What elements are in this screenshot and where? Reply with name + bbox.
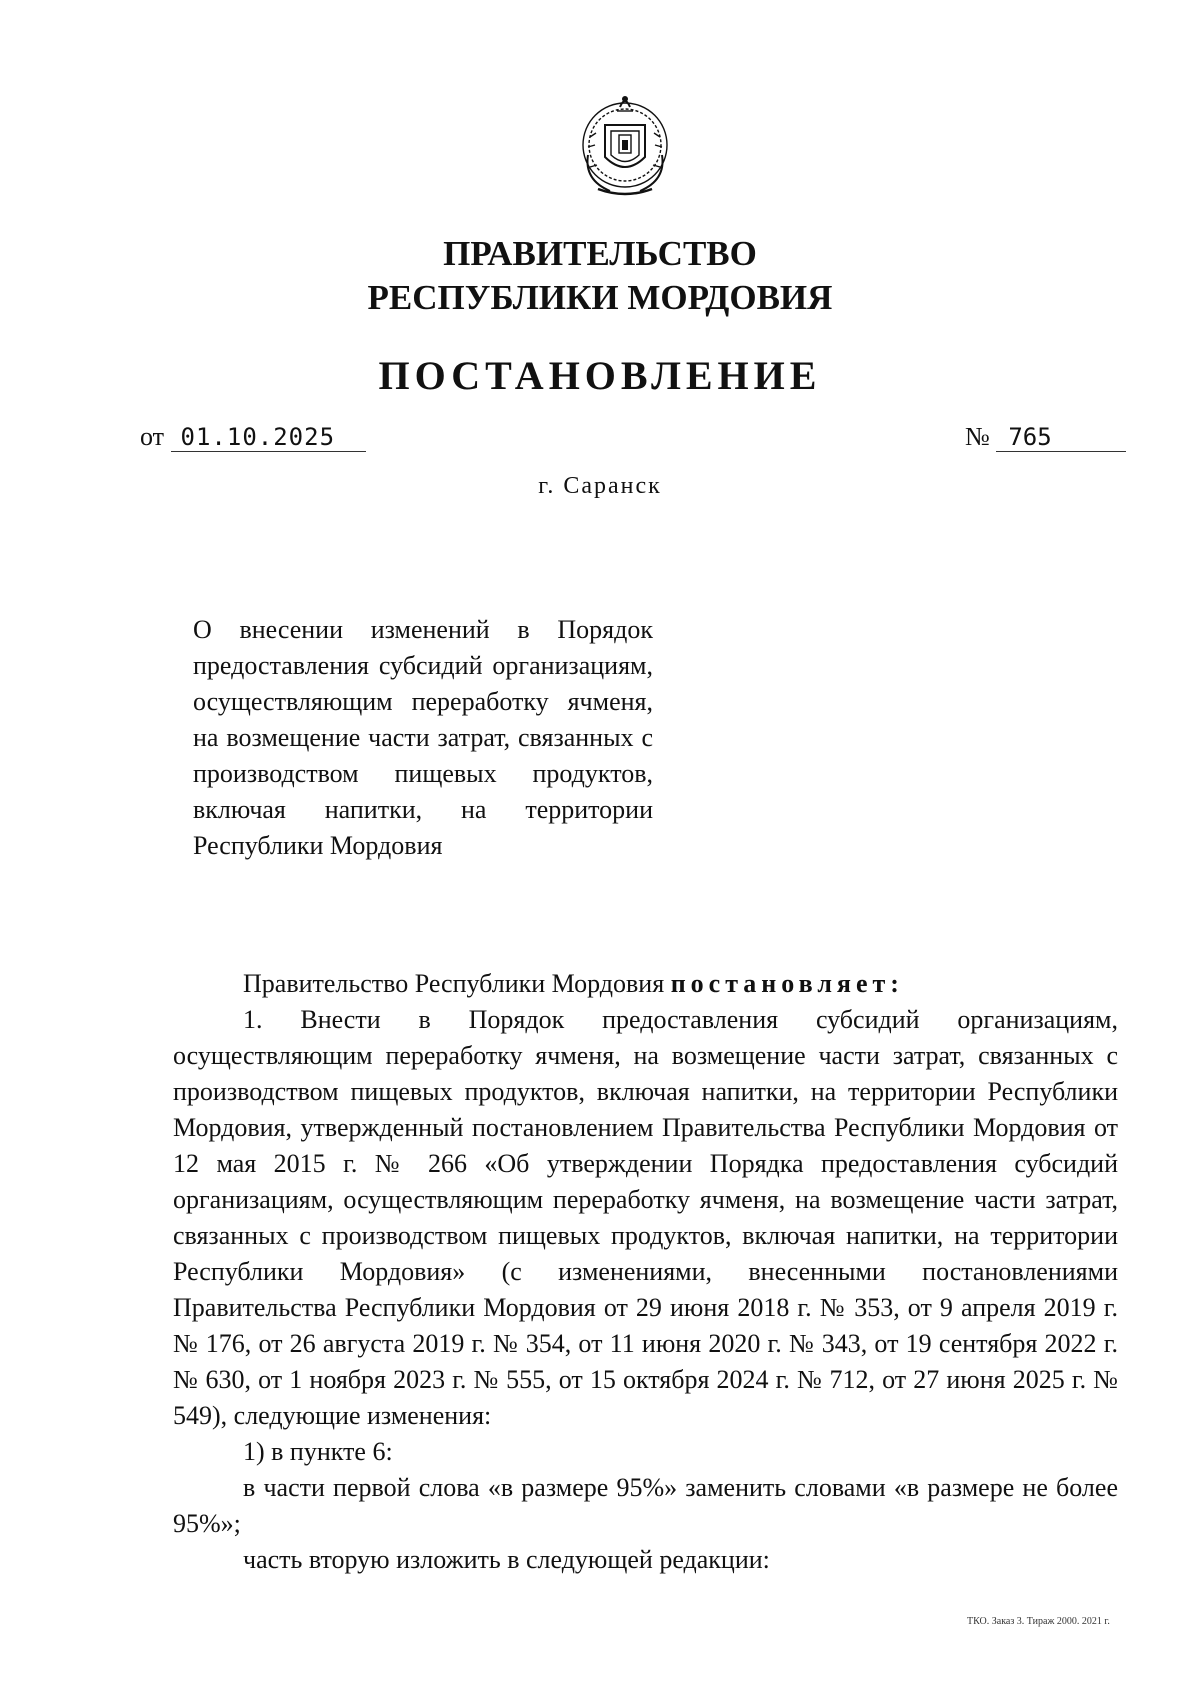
title-line-2: РЕСПУБЛИКИ МОРДОВИЯ	[367, 278, 833, 317]
paragraph-3: в части первой слова «в размере 95%» заменить словами «в размере не более 95%»;	[173, 1473, 1118, 1538]
date-field	[140, 422, 366, 452]
intro-emphasis: постановляет:	[670, 969, 904, 998]
title-line-1: ПРАВИТЕЛЬСТВО	[443, 234, 757, 273]
government-title	[300, 232, 900, 320]
document-date: 01.10.2025	[171, 423, 366, 452]
paragraph-1: 1. Внести в Порядок предоставления субсидий организациям, осуществляющим переработку ячменя, на возмещение части затрат, связанных с производством пищевых продуктов, включая напитки, на территории Республики Мордовия, утвержденный постановлением Правительства Республики Мордовия от 12 мая 2015 г. № 266 «Об утверждении Порядка предоставления субсидий организациям, осуществляющим переработку ячменя, на возмещение части затрат, связанных с производством пищевых продуктов, включая напитки, на территории Республики Мордовия» (с изменениями, внесенными постановлениями Правительства Республики Мордовия от 29 июня 2018 г. № 353, от 9 апреля 2019 г. № 176, от 26 августа 2019 г. № 354, от 11 июня 2020 г. № 343, от 19 сентября 2022 г. № 630, от 1 ноября 2023 г. № 555, от 15 октября 2024 г. № 712, от 27 июня 2025 г. № 549), следующие изменения:	[173, 1005, 1118, 1430]
coat-of-arms-emblem	[570, 85, 680, 203]
document-subject: О внесении изменений в Порядок предоставления субсидий организациям, осуществляющим переработку ячменя, на возмещение части затрат, связанных с производством пищевых продуктов, включая напитки, на территории Республики Мордовия	[193, 615, 653, 860]
date-prefix: от	[140, 422, 165, 451]
intro-text: Правительство Республики Мордовия	[243, 969, 665, 998]
paragraph-4: часть вторую изложить в следующей редакции:	[243, 1545, 770, 1574]
document-number: 765	[996, 423, 1126, 452]
number-prefix: №	[965, 422, 990, 451]
print-footer-note: ТКО. Заказ 3. Тираж 2000. 2021 г.	[967, 1616, 1110, 1627]
paragraph-2: 1) в пункте 6:	[243, 1437, 393, 1466]
city-name: г. Саранск	[538, 473, 662, 499]
document-type: ПОСТАНОВЛЕНИЕ	[378, 353, 822, 398]
number-field	[965, 422, 1126, 452]
intro-paragraph	[173, 966, 1118, 1002]
document-body	[173, 966, 1118, 1578]
